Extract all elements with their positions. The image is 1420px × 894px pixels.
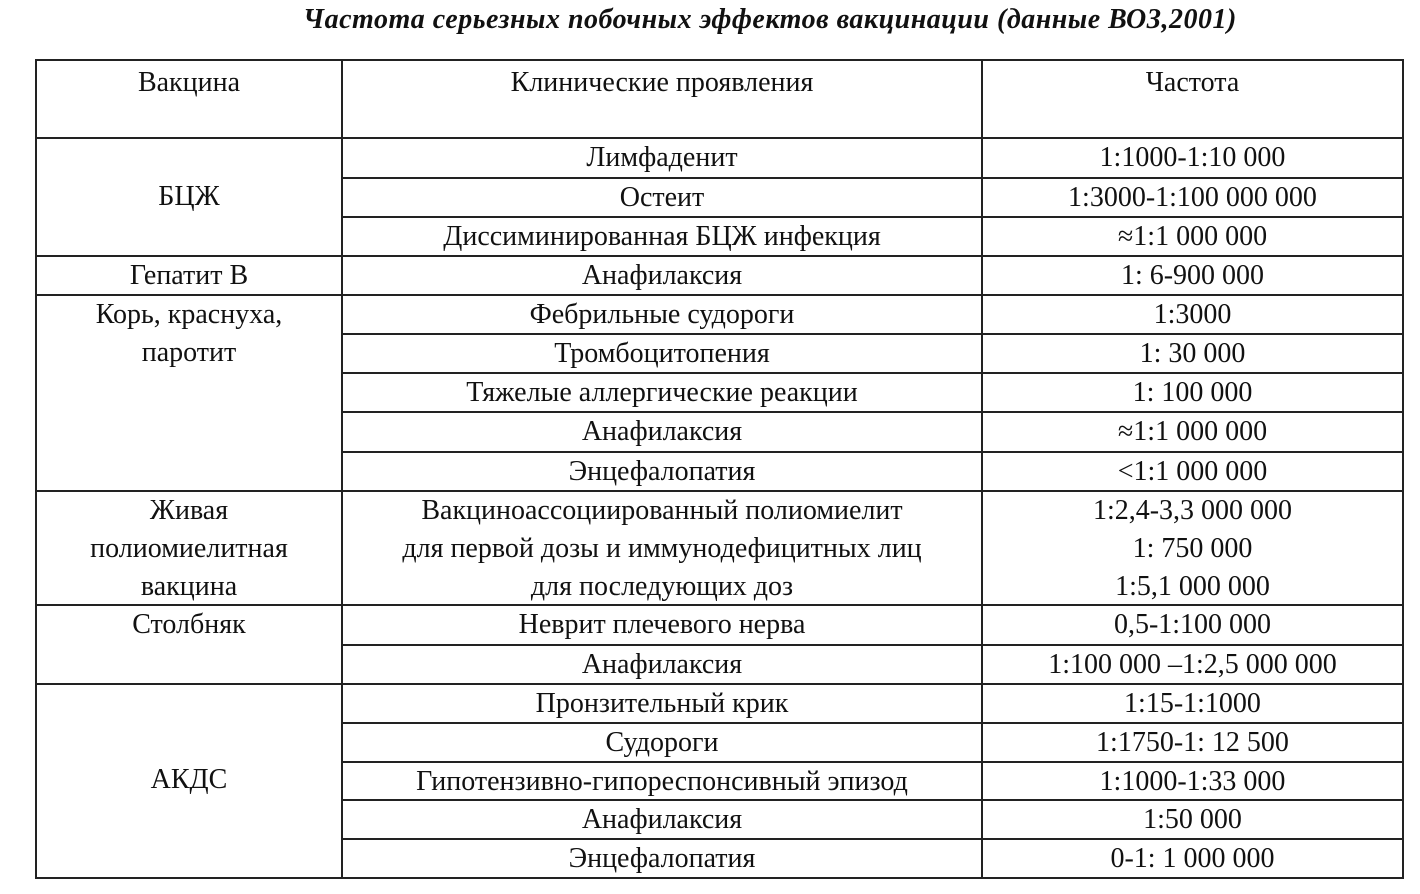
clinical-cell (343, 724, 983, 763)
frequency-cell (983, 257, 1404, 296)
frequency-value: <1:1 000 000 (1117, 456, 1268, 487)
clinical-label: Гипотензивно-гипореспонсивный эпизод (416, 766, 908, 797)
vaccine-label: АКДС (150, 764, 228, 795)
header-frequency-label: Частота (1145, 67, 1240, 98)
frequency-value: 1:50 000 (1143, 804, 1242, 835)
vaccine-cell (37, 257, 343, 296)
clinical-label: Диссиминированная БЦЖ инфекция (443, 221, 881, 252)
frequency-cell (983, 646, 1404, 685)
vaccine-label-line: вакцина (140, 571, 238, 602)
clinical-label: Энцефалопатия (568, 456, 756, 487)
vaccine-label-line: Живая (149, 495, 229, 526)
vaccine-cell (37, 139, 343, 257)
header-vaccine (37, 61, 343, 139)
vaccine-cell (37, 685, 343, 879)
header-vaccine-label: Вакцина (137, 67, 241, 98)
clinical-label: Неврит плечевого нерва (518, 609, 806, 640)
clinical-cell (343, 296, 983, 335)
clinical-cell (343, 179, 983, 218)
vaccine-label-line: полиомиелитная (90, 533, 288, 564)
clinical-label: Анафилаксия (581, 260, 743, 291)
clinical-label: Судороги (605, 727, 719, 758)
clinical-label: Анафилаксия (581, 416, 743, 447)
page-title: Частота серьезных побочных эффектов вакцинации (данные ВОЗ,2001) (303, 4, 1237, 35)
clinical-label-line: Вакциноассоциированный полиомиелит (421, 495, 903, 526)
clinical-cell (343, 840, 983, 879)
frequency-cell (983, 335, 1404, 374)
clinical-label: Энцефалопатия (568, 843, 756, 874)
clinical-cell (343, 801, 983, 840)
frequency-cell (983, 801, 1404, 840)
frequency-value: ≈1:1 000 000 (1117, 221, 1268, 252)
frequency-value: 1:3000-1:100 000 000 (1068, 182, 1317, 213)
frequency-value: 1:1000-1:10 000 (1099, 142, 1286, 173)
frequency-cell (983, 492, 1404, 606)
clinical-label: Анафилаксия (581, 804, 743, 835)
frequency-cell (983, 413, 1404, 453)
frequency-cell (983, 606, 1404, 646)
clinical-cell (343, 492, 983, 606)
clinical-cell (343, 763, 983, 801)
frequency-cell (983, 139, 1404, 179)
vaccine-label-line: Корь, краснуха, (95, 299, 283, 330)
vaccine-cell (37, 606, 343, 685)
header-clinical (343, 61, 983, 139)
clinical-label: Лимфаденит (586, 142, 738, 173)
clinical-cell (343, 257, 983, 296)
vaccine-label: Гепатит В (129, 260, 249, 291)
frequency-value: 0,5-1:100 000 (1113, 609, 1272, 640)
frequency-value-line: 1:5,1 000 000 (1115, 571, 1270, 602)
clinical-label-line: для последующих доз (530, 571, 794, 602)
vaccine-label-line: паротит (141, 337, 237, 368)
clinical-label-line: для первой дозы и иммунодефицитных лиц (402, 533, 922, 564)
clinical-cell (343, 374, 983, 413)
frequency-cell (983, 374, 1404, 413)
frequency-cell (983, 296, 1404, 335)
clinical-cell (343, 413, 983, 453)
vaccine-cell (37, 296, 343, 492)
frequency-value: 1:1750-1: 12 500 (1096, 727, 1289, 758)
frequency-value: 0-1: 1 000 000 (1110, 843, 1275, 874)
clinical-label: Остеит (619, 182, 705, 213)
clinical-cell (343, 139, 983, 179)
frequency-value-line: 1:2,4-3,3 000 000 (1092, 495, 1293, 526)
clinical-cell (343, 218, 983, 257)
clinical-cell (343, 453, 983, 492)
frequency-cell (983, 453, 1404, 492)
frequency-cell (983, 763, 1404, 801)
clinical-label: Тромбоцитопения (554, 338, 770, 369)
clinical-label: Фебрильные судороги (529, 299, 795, 330)
header-clinical-label: Клинические проявления (510, 67, 814, 98)
clinical-label: Тяжелые аллергические реакции (466, 377, 858, 408)
clinical-cell (343, 685, 983, 724)
frequency-cell (983, 179, 1404, 218)
frequency-value: ≈1:1 000 000 (1117, 416, 1268, 447)
frequency-cell (983, 218, 1404, 257)
clinical-label: Пронзительный крик (535, 688, 789, 719)
frequency-value: 1: 30 000 (1139, 338, 1246, 369)
clinical-cell (343, 646, 983, 685)
vaccine-label: Столбняк (132, 609, 246, 640)
clinical-cell (343, 335, 983, 374)
frequency-cell (983, 840, 1404, 879)
header-frequency (983, 61, 1404, 139)
frequency-value: 1:3000 (1153, 299, 1232, 330)
frequency-cell (983, 685, 1404, 724)
clinical-label: Анафилаксия (581, 649, 743, 680)
side-effects-table (35, 59, 1404, 879)
vaccine-cell (37, 492, 343, 606)
vaccine-label: БЦЖ (158, 181, 220, 212)
frequency-value: 1:1000-1:33 000 (1099, 766, 1286, 797)
clinical-cell (343, 606, 983, 646)
frequency-value-line: 1: 750 000 (1132, 533, 1253, 564)
frequency-value: 1:100 000 –1:2,5 000 000 (1048, 649, 1337, 680)
frequency-value: 1: 100 000 (1132, 377, 1253, 408)
frequency-value: 1: 6-900 000 (1120, 260, 1265, 291)
frequency-value: 1:15-1:1000 (1124, 688, 1261, 719)
frequency-cell (983, 724, 1404, 763)
